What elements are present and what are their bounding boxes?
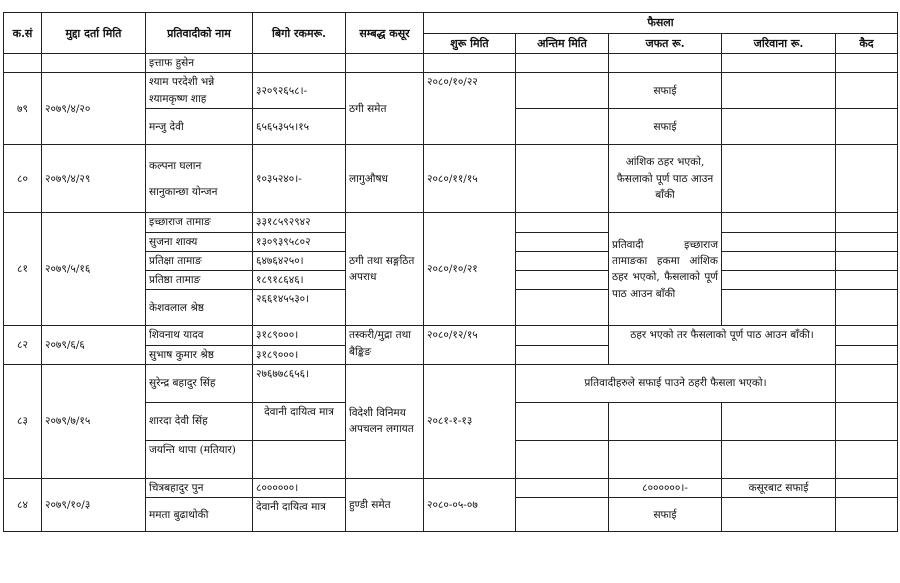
confiscation: सफाई [609, 73, 722, 109]
header-amount: बिगो रकमरू. [253, 13, 346, 54]
amount: ३१८९०००। [253, 326, 346, 345]
start-date: २०८०/१०/२२ [424, 73, 516, 145]
case-sn: ८३ [4, 364, 42, 478]
verdict-note: प्रतिवादीहरुले सफाई पाउने ठहरी फैसला भएको। [516, 364, 836, 402]
defendant-name: ममता बुढाथोकी [146, 498, 253, 532]
start-date: २०८०/१२/१५ [424, 326, 516, 365]
table-row [4, 73, 898, 109]
header-row-1 [4, 13, 898, 34]
defendant-name: प्रतिक्षा तामाङ [146, 251, 253, 270]
table-row [4, 478, 898, 497]
offense: लागुऔषध [346, 145, 424, 213]
confiscation: ८००००००।- [609, 478, 722, 497]
defendant-name: सुजना शाक्य [146, 232, 253, 251]
case-date: २०७९/६/६ [42, 326, 146, 365]
defendant-name: जयन्ति थापा (मतियार) [146, 440, 253, 478]
amount: ८००००००। [253, 478, 346, 497]
header-case-date: मुद्दा दर्ता मिति [42, 13, 146, 54]
offense: ठगी समेत [346, 73, 424, 145]
case-verdict-table [3, 12, 898, 532]
defendant-name: सानुकान्छा योन्जन [149, 185, 218, 198]
header-confiscation: जफत रू. [609, 34, 722, 54]
start-date: २०८०/१०/२१ [424, 213, 516, 326]
amount: २७६७७८६५६। [253, 364, 346, 402]
defendant-name: इच्छाराज तामाङ [146, 213, 253, 232]
amount: १०३५२४०।- [253, 145, 346, 213]
table-row [4, 326, 898, 345]
case-sn: ७९ [4, 73, 42, 145]
case-date: २०७९/१०/३ [42, 478, 146, 531]
header-fine: जरिवाना रू. [722, 34, 836, 54]
case-sn: ८४ [4, 478, 42, 531]
amount: २६६१४५५३०। [253, 290, 346, 326]
defendant-name: प्रतिष्ठा तामाङ [146, 271, 253, 290]
header-verdict: फैसला [424, 13, 898, 34]
case-date: २०७९/४/२९ [42, 145, 146, 213]
header-final-date: अन्तिम मिति [516, 34, 609, 54]
defendant-name: केशवलाल श्रेष्ठ [146, 290, 253, 326]
confiscation: सफाई [609, 498, 722, 532]
verdict-note: ठहर भएको तर फैसलाको पूर्ण पाठ आउन बाँकी। [609, 326, 836, 365]
case-sn: ८२ [4, 326, 42, 365]
confiscation: सफाई [609, 109, 722, 145]
header-offense: सम्बद्ध कसूर [346, 13, 424, 54]
header-prison: कैद [836, 34, 898, 54]
table-row [4, 54, 898, 73]
table-row [4, 145, 898, 213]
amount: १८९१८६४६। [253, 271, 346, 290]
verdict-note: प्रतिवादी इच्छाराज तामाङका हकमा आंशिक ठहर भएको, फैसलाको पूर्ण पाठ आउन बाँकी [609, 213, 722, 326]
amount: ६४७६४२५०। [253, 251, 346, 270]
defendant-name: सुभाष कुमार श्रेष्ठ [146, 345, 253, 364]
defendant-name: सुरेन्द्र बहादुर सिंह [146, 364, 253, 402]
verdict-note: आंशिक ठहर भएको, फैसलाको पूर्ण पाठ आउन बाँकी [609, 145, 722, 213]
table-row [4, 213, 898, 232]
amount: ६५६५३५५।१५ [253, 109, 346, 145]
amount: १३०९३९५८०२ [253, 232, 346, 251]
header-sn: क.सं [4, 13, 42, 54]
case-date: २०७९/७/१५ [42, 364, 146, 478]
header-defendant: प्रतिवादीको नाम [146, 13, 253, 54]
defendant-name: कल्पना घलान [149, 159, 202, 172]
case-sn: ८१ [4, 213, 42, 326]
amount: ३३१८५९२९४२ [253, 213, 346, 232]
offense: विदेशी विनिमय अपचलन लगायत [346, 364, 424, 478]
defendant-name: इत्ताफ हुसेन [146, 54, 253, 73]
amount: देवानी दायित्व मात्र [253, 402, 346, 440]
header-start-date: शुरू मिति [424, 34, 516, 54]
defendant-name: मन्जु देवी [146, 109, 253, 145]
defendant-names [146, 145, 253, 213]
defendant-name: चित्रबहादुर पुन [146, 478, 253, 497]
case-date: २०७९/५/१६ [42, 213, 146, 326]
start-date: २०८०-०५-०७ [424, 478, 516, 531]
table-row [4, 364, 898, 402]
defendant-name: श्याम परदेशी भन्ने श्यामकृष्ण शाह [146, 73, 253, 109]
case-sn: ८० [4, 145, 42, 213]
offense: तस्करी/मुद्रा तथा बैङ्किङ [346, 326, 424, 365]
defendant-name: शिवनाथ यादव [146, 326, 253, 345]
fine: कसूरबाट सफाई [722, 478, 836, 497]
defendant-name: शारदा देवी सिंह [146, 402, 253, 440]
offense: हुण्डी समेत [346, 478, 424, 531]
amount: ३१८९०००। [253, 345, 346, 364]
case-date: २०७९/४/२० [42, 73, 146, 145]
start-date: २०८१-१-१३ [424, 364, 516, 478]
offense: ठगी तथा सङ्गठित अपराध [346, 213, 424, 326]
start-date: २०८०/११/१५ [424, 145, 516, 213]
amount: ३२०९२६५८।- [253, 73, 346, 109]
amount: देवानी दायित्व मात्र [253, 498, 346, 532]
